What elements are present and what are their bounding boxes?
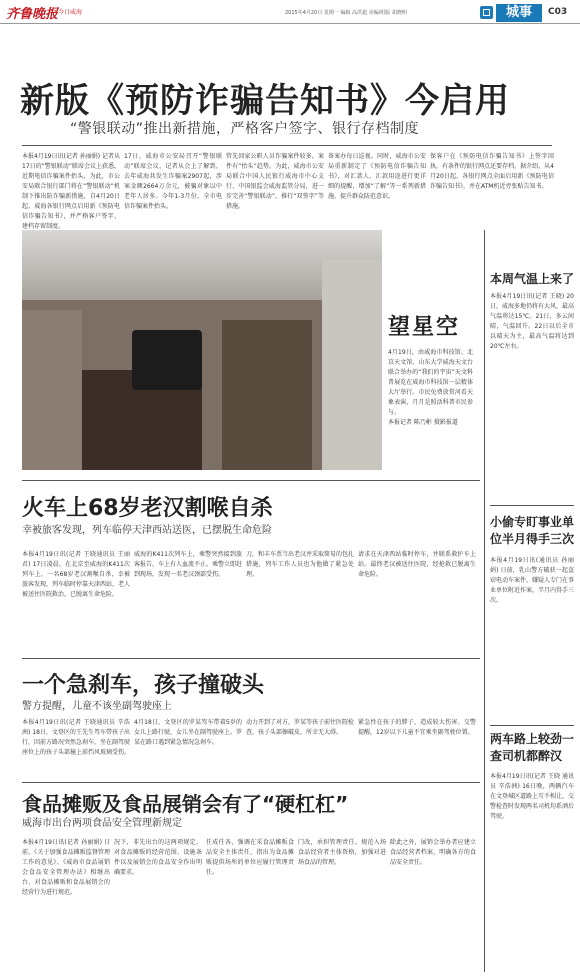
divider — [22, 658, 480, 659]
newspaper-logo: 齐鲁晚报 — [6, 7, 59, 22]
page-number: C03 — [548, 7, 568, 17]
divider — [490, 725, 574, 726]
column-divider — [484, 230, 485, 972]
photo-caption: 4月19日，由威海市科技馆、北京天文馆、山东大学威海天文台联合举办的“我们的宇宙”天文科普展览在威海市科技馆一层精体大厅举行。市民免费放赏河看天象表演，月月是照活科普市民参与。 — [388, 349, 473, 416]
food-body-col1: 本报4月19日讯(记者 孙丽娟) 日前，《关于加强食品摊贩监督管理工作的意见》、《威海市食品展销会食品安全管理办法》相继出台，对食品摊贩和食品展销会的经营行为进行规范。 — [22, 839, 110, 896]
train-body-col3: 刀，和丰车票当出老汉并采取简易的包扎措施，列车工作人员也为他做了紧急处理。 — [246, 551, 355, 578]
section-marker — [480, 4, 580, 22]
lead-body-col4: 备案办每日巡视。同时，威海市公安局重新制定了《预防电信诈骗告知书》，对汇款人、汇款用途进行更详细的提醒，增加“了解”等一系列新措施，提升群众防范意识。 — [328, 153, 426, 200]
train-body-col2: 威海的K411次列车上，乘警突然接到旅客报告，车上有人血流不止。乘警立即赶到现场，发现一名老汉颈部受伤。 — [134, 551, 243, 578]
divider — [22, 145, 552, 146]
drunk-driving-headline: 两车路上较劲一查司机都醉汉 — [490, 732, 575, 763]
masthead — [0, 0, 580, 24]
lead-body-col2: 17日，威海市公安局召开“警银联动”联席会议，记者从会上了解到，去年威海共发生诈骗案2907起，涉案金额2664万余元，被骗对象以中老年人居多。今年1-3月份，全市电信诈骗案件抬头。 — [124, 153, 222, 210]
food-body-col2: 况下，非先出台的这两项规定，对食品摊贩的经营范围、设施条件以及展销会的食品安全作出明确要求。 — [114, 839, 202, 876]
brake-subhead: 警方提醒，儿童不该坐副驾驶座上 — [22, 701, 172, 712]
train-body-col1: 本报4月19日讯(记者 王晓通讯员 王丽君) 17日凌晨，在北京至威海的K411次列车上，一名68岁老汉割喉自杀，幸被旅客发现，列车临时停靠天津西站，老人被送往医院救治，已脱离生命危险。 — [22, 551, 131, 598]
brake-headline: 一个急刹车，孩子撞破头 — [22, 673, 265, 698]
lead-headline: 新版《预防诈骗告知书》今启用 — [20, 81, 510, 121]
brake-body-col3: 动力开到了对方，罗某等孩子前往医院检查，孩子头部擦破皮，所幸无大碍。 — [246, 719, 355, 736]
section-icon — [480, 6, 493, 19]
date-line: 2015年4月20日 星期一 编辑 高洪超 美编/组版 胡晓明 — [285, 10, 407, 16]
lead-body-col3: 管先回家公职人员诈骗案件较多。案件有“抬头”趋势。为此，威海市公安局联合中国人民银行威海市中心支行、中国银监会威海监管分局，进一步完善“警银联动”，推行“双签字”等措施。 — [226, 153, 324, 210]
divider — [22, 480, 480, 481]
train-headline: 火车上68岁老汉割喉自杀 — [22, 496, 273, 521]
train-subhead: 幸被旅客发现，列车临停天津西站送医，已摆脱生命危险 — [22, 525, 272, 536]
food-body-col4: 门改，承担管理责任。规范入场食品经营者主体资格，加强对进场食品的管理。 — [298, 839, 386, 866]
lead-body-col5: 保客户在《预防电信诈骗告知书》上签字回执，有条件的银行网点还要存档。据介绍，从4月20日起，各银行网点全面启用新《预防电信诈骗告知书》，并在ATM机近旁张贴告知书。 — [430, 153, 554, 190]
photo-story-title: 望星空 — [388, 315, 461, 340]
food-subhead: 威海市出台两项食品安全管理新规定 — [22, 818, 182, 829]
lead-subhead: “警银联动”推出新措施，严格客户签字、银行存档制度 — [70, 121, 420, 137]
food-headline: 食品摊贩及食品展销会有了“硬杠杠” — [22, 792, 349, 816]
divider — [22, 782, 480, 783]
divider — [490, 505, 574, 506]
brake-body-col2: 4月18日，文登区的罗某驾车带着5岁的女儿上路行驶，女儿坐在副驾驶座上。罗某在路口遇到紧急情况急刹车。 — [134, 719, 243, 746]
section-title: 城事 — [496, 4, 542, 22]
theft-body: 本报4月19日讯(通讯员 孙丽娟) 日前，乳山警方破获一起盗窃电动车案件，嫌疑人专门在事业单位附近作案，半月内得手三次。 — [490, 557, 575, 604]
photo-credit: 本报记者 陈乃彬 摄影报道 — [388, 419, 458, 426]
theft-headline: 小偷专盯事业单位半月得手三次 — [490, 515, 575, 546]
lead-body-col1: 本报4月19日讯(记者 孙丽娟) 记者从17日的“警银联动”联席会议上获悉，近期电信诈骗案件抬头，为此，市公安局联合银行部门将在“警银联动”机制下推出防诈骗新措施，自4月20日起，威海各银行网点启用新《预防电信诈骗告知书》，并严格客户签字、建档存留制度。 — [22, 153, 120, 230]
brake-body-col4: 紧急性在孩子的脖子，造成较大伤害。交警提醒，12岁以下儿童不宜乘坐副驾驶位置。 — [358, 719, 476, 736]
food-body-col5: 除此之外，展销会举办者应建立食品经营者档案，明确各方的食品安全责任。 — [390, 839, 476, 866]
edition-label: 今日威海 — [58, 9, 83, 16]
stargazing-photo — [22, 230, 382, 470]
brake-body-col1: 本报4月19日讯(记者 王晓通讯员 辛浩洲) 18日，文登区的王先生驾车带孩子出行，因前方路况突然急刹车，坐在副驾驶座位上的孩子头部撞上前挡风玻璃受伤。 — [22, 719, 131, 756]
food-body-col3: 任成任各，强调在采食品摊贩食品安全主体责任，指出为食品摊贩提供场所的单位应履行管理责任。 — [206, 839, 294, 876]
train-body-col4: 请求在天津西站临时停车，并联系救护车上站。最终老汉被送往医院，经抢救已脱离生命危险。 — [358, 551, 476, 578]
drunk-driving-body: 本报4月19日讯(记者 王晓 通讯员 辛浩洲) 16日晚，两辆汽车在文登城区道路上互不相让，交警检查时发现两名司机均系酒后驾驶。 — [490, 773, 575, 820]
weather-headline: 本周气温上来了 — [490, 272, 575, 286]
weather-body: 本报4月19日讯(记者 王晓) 20日，威海多地仍将有大风，最高气温将达15℃。21日，多云间晴，气温回升。22日以后全市以晴天为主，最高气温将达到20℃左右。 — [490, 293, 575, 350]
